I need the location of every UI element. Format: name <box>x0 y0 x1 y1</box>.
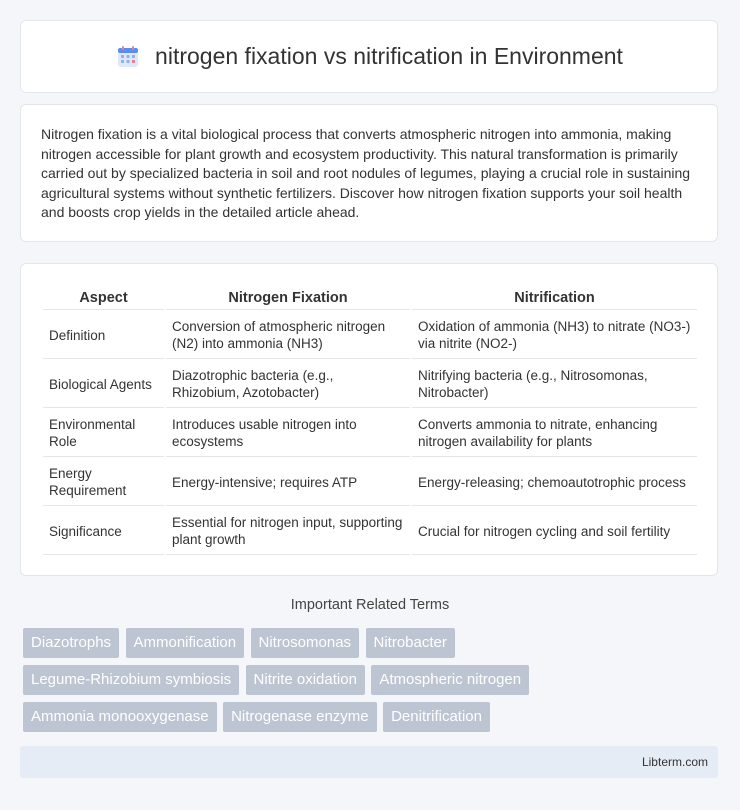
column-header-aspect: Aspect <box>43 286 164 310</box>
cell-nitrification: Energy-releasing; chemoautotrophic process <box>412 459 697 506</box>
related-terms-title: Important Related Terms <box>290 597 450 613</box>
page-title: nitrogen fixation vs nitrification in Environment <box>155 43 623 69</box>
comparison-table <box>41 284 699 557</box>
cell-aspect: Environmental Role <box>43 410 164 457</box>
related-term-tag[interactable]: Nitrobacter <box>366 628 455 658</box>
table-row <box>43 459 697 506</box>
related-term-tag[interactable]: Ammonia monooxygenase <box>23 702 217 732</box>
comparison-table-card <box>20 263 718 576</box>
cell-nitrification: Nitrifying bacteria (e.g., Nitrosomonas, Nitrobacter) <box>412 361 697 408</box>
intro-card <box>20 104 718 242</box>
table-row <box>43 508 697 555</box>
footer-site-link[interactable]: Libterm.com <box>641 755 708 769</box>
cell-nitrogen-fixation: Energy-intensive; requires ATP <box>166 459 410 506</box>
intro-paragraph: Nitrogen fixation is a vital biological process that converts atmospheric nitrogen into ammonia, making nitrogen accessible for plant growth and ecosystem productivity. This natural transformation is primarily carried out by specialized bacteria in soil and root nodules of legumes, playing a crucial role in sustaining agricultural systems without synthetic fertilizers. Discover how nitrogen fixation supports your soil health and boosts crop yields in the detailed article ahead. <box>41 126 691 220</box>
cell-aspect: Definition <box>43 312 164 359</box>
related-term-tag[interactable]: Nitrite oxidation <box>246 665 365 695</box>
related-term-tag[interactable]: Ammonification <box>126 628 245 658</box>
cell-nitrogen-fixation: Introduces usable nitrogen into ecosystems <box>166 410 410 457</box>
cell-aspect: Energy Requirement <box>43 459 164 506</box>
cell-nitrogen-fixation: Conversion of atmospheric nitrogen (N2) into ammonia (NH3) <box>166 312 410 359</box>
table-row <box>43 361 697 408</box>
cell-aspect: Significance <box>43 508 164 555</box>
related-term-tag[interactable]: Nitrosomonas <box>251 628 360 658</box>
cell-aspect: Biological Agents <box>43 361 164 408</box>
related-term-tag[interactable]: Diazotrophs <box>23 628 119 658</box>
related-term-tag[interactable]: Denitrification <box>383 702 490 732</box>
cell-nitrogen-fixation: Essential for nitrogen input, supporting plant growth <box>166 508 410 555</box>
related-terms-list <box>23 628 723 739</box>
related-term-tag[interactable]: Atmospheric nitrogen <box>371 665 529 695</box>
cell-nitrification: Crucial for nitrogen cycling and soil fertility <box>412 508 697 555</box>
related-term-tag[interactable]: Nitrogenase enzyme <box>223 702 377 732</box>
cell-nitrification: Oxidation of ammonia (NH3) to nitrate (NO3-) via nitrite (NO2-) <box>412 312 697 359</box>
table-row <box>43 312 697 359</box>
cell-nitrogen-fixation: Diazotrophic bacteria (e.g., Rhizobium, Azotobacter) <box>166 361 410 408</box>
cell-nitrification: Converts ammonia to nitrate, enhancing nitrogen availability for plants <box>412 410 697 457</box>
footer-bar <box>20 746 718 778</box>
table-row <box>43 410 697 457</box>
column-header-nitrification: Nitrification <box>412 286 697 310</box>
table-header-row <box>43 286 697 310</box>
column-header-nitrogen-fixation: Nitrogen Fixation <box>166 286 410 310</box>
grid-calendar-icon <box>115 44 141 70</box>
header-card <box>20 20 718 93</box>
related-term-tag[interactable]: Legume-Rhizobium symbiosis <box>23 665 239 695</box>
